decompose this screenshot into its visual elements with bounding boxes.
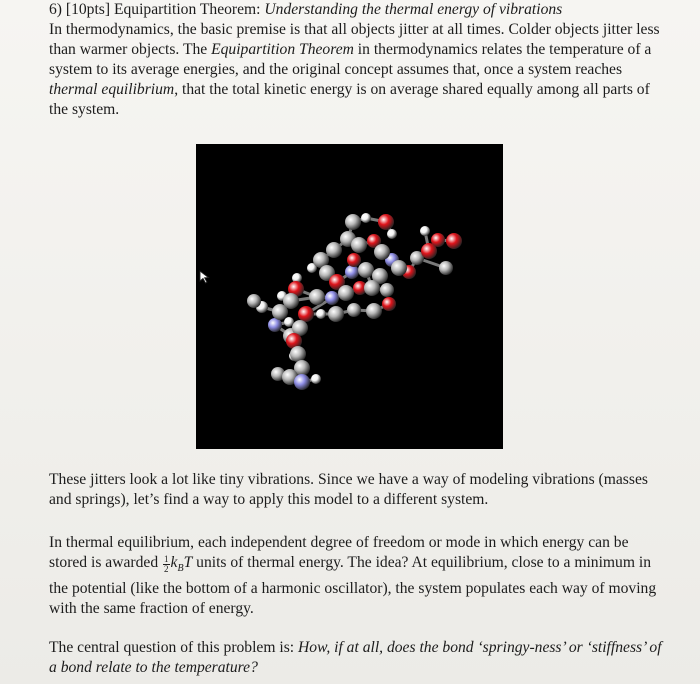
atom-ball [316, 309, 326, 319]
atom-ball [326, 242, 342, 258]
atom-ball [328, 306, 344, 322]
atom-ball [378, 214, 394, 230]
fraction-numerator: 1 [164, 554, 169, 564]
one-half-fraction [163, 555, 170, 574]
intro-text-a: In thermodynamics, the basic premise is that all objects jitter at all times. Colder objects jitter less than warmer objects. The [49, 21, 660, 58]
heading-subtitle: Understanding the thermal energy of vibrations [264, 1, 563, 18]
molecule-figure [196, 144, 503, 449]
boltzmann-subscript: B [177, 563, 184, 575]
atom-ball [345, 214, 361, 230]
atom-ball [311, 374, 321, 384]
intro-theorem-term: Equipartition Theorem [211, 41, 354, 58]
question-text-a: The central question of this problem is: [49, 639, 299, 656]
intro-text-c: , that the total kinetic energy is on average shared equally among all parts of the system. [49, 81, 650, 118]
intro-text-b: in thermodynamics relates the temperature of a system to its average energies, and the original concept assumes that, once a system reaches [49, 41, 652, 78]
question-text-b: How, if at all, does the bond ‘springy-ness’ or ‘stiffness’ of a bond relate to the temperature? [49, 639, 662, 676]
atom-ball [387, 229, 397, 239]
atom-ball [361, 213, 371, 223]
atom-ball [439, 261, 453, 275]
atom-ball [446, 233, 462, 249]
atom-ball [347, 303, 361, 317]
atom-ball [294, 374, 310, 390]
atom-ball [421, 243, 437, 259]
atom-ball [364, 280, 380, 296]
atom-ball [247, 294, 261, 308]
equilibrium-paragraph [49, 533, 669, 619]
atom-ball [351, 237, 367, 253]
atom-ball [374, 244, 390, 260]
atom-ball [347, 253, 361, 267]
equilibrium-text-a: In thermal equilibrium, each independent degree of freedom or mode in which energy can be stored is awarded [49, 534, 629, 571]
atom-ball [380, 283, 394, 297]
arrow-pointer-icon [199, 270, 211, 289]
atom-ball [382, 297, 396, 311]
atom-ball [325, 291, 339, 305]
atom-ball [358, 262, 374, 278]
central-question-paragraph [49, 638, 669, 678]
atom-ball [290, 346, 306, 362]
equilibrium-text-b: units of thermal energy. The idea? At equilibrium, close to a minimum in the potential (like the bottom of a harmonic oscillator), the system populates each way of moving with the same fraction of energy. [49, 554, 657, 618]
fraction-denominator: 2 [164, 564, 169, 574]
intro-paragraph [49, 0, 669, 120]
atom-ball [391, 260, 407, 276]
atom-ball [309, 289, 325, 305]
atom-ball [338, 285, 354, 301]
atom-ball [345, 265, 359, 279]
boltzmann-k: k [170, 554, 178, 571]
atom-ball [420, 226, 430, 236]
temperature-symbol: T [183, 554, 193, 571]
intro-equilibrium-term: thermal equilibrium [49, 81, 175, 98]
molecule-ball-model [196, 144, 503, 449]
heading-number: 6) [10pts] Equipartition Theorem: [49, 1, 265, 18]
atom-ball [272, 304, 288, 320]
atom-ball [366, 303, 382, 319]
jitters-paragraph: These jitters look a lot like tiny vibrations. Since we have a way of modeling vibrations (masses and springs), let’s find a way to apply this model to a different system. [49, 471, 648, 508]
atom-ball [298, 306, 314, 322]
problem-heading [49, 0, 669, 20]
atom-ball [268, 318, 282, 332]
